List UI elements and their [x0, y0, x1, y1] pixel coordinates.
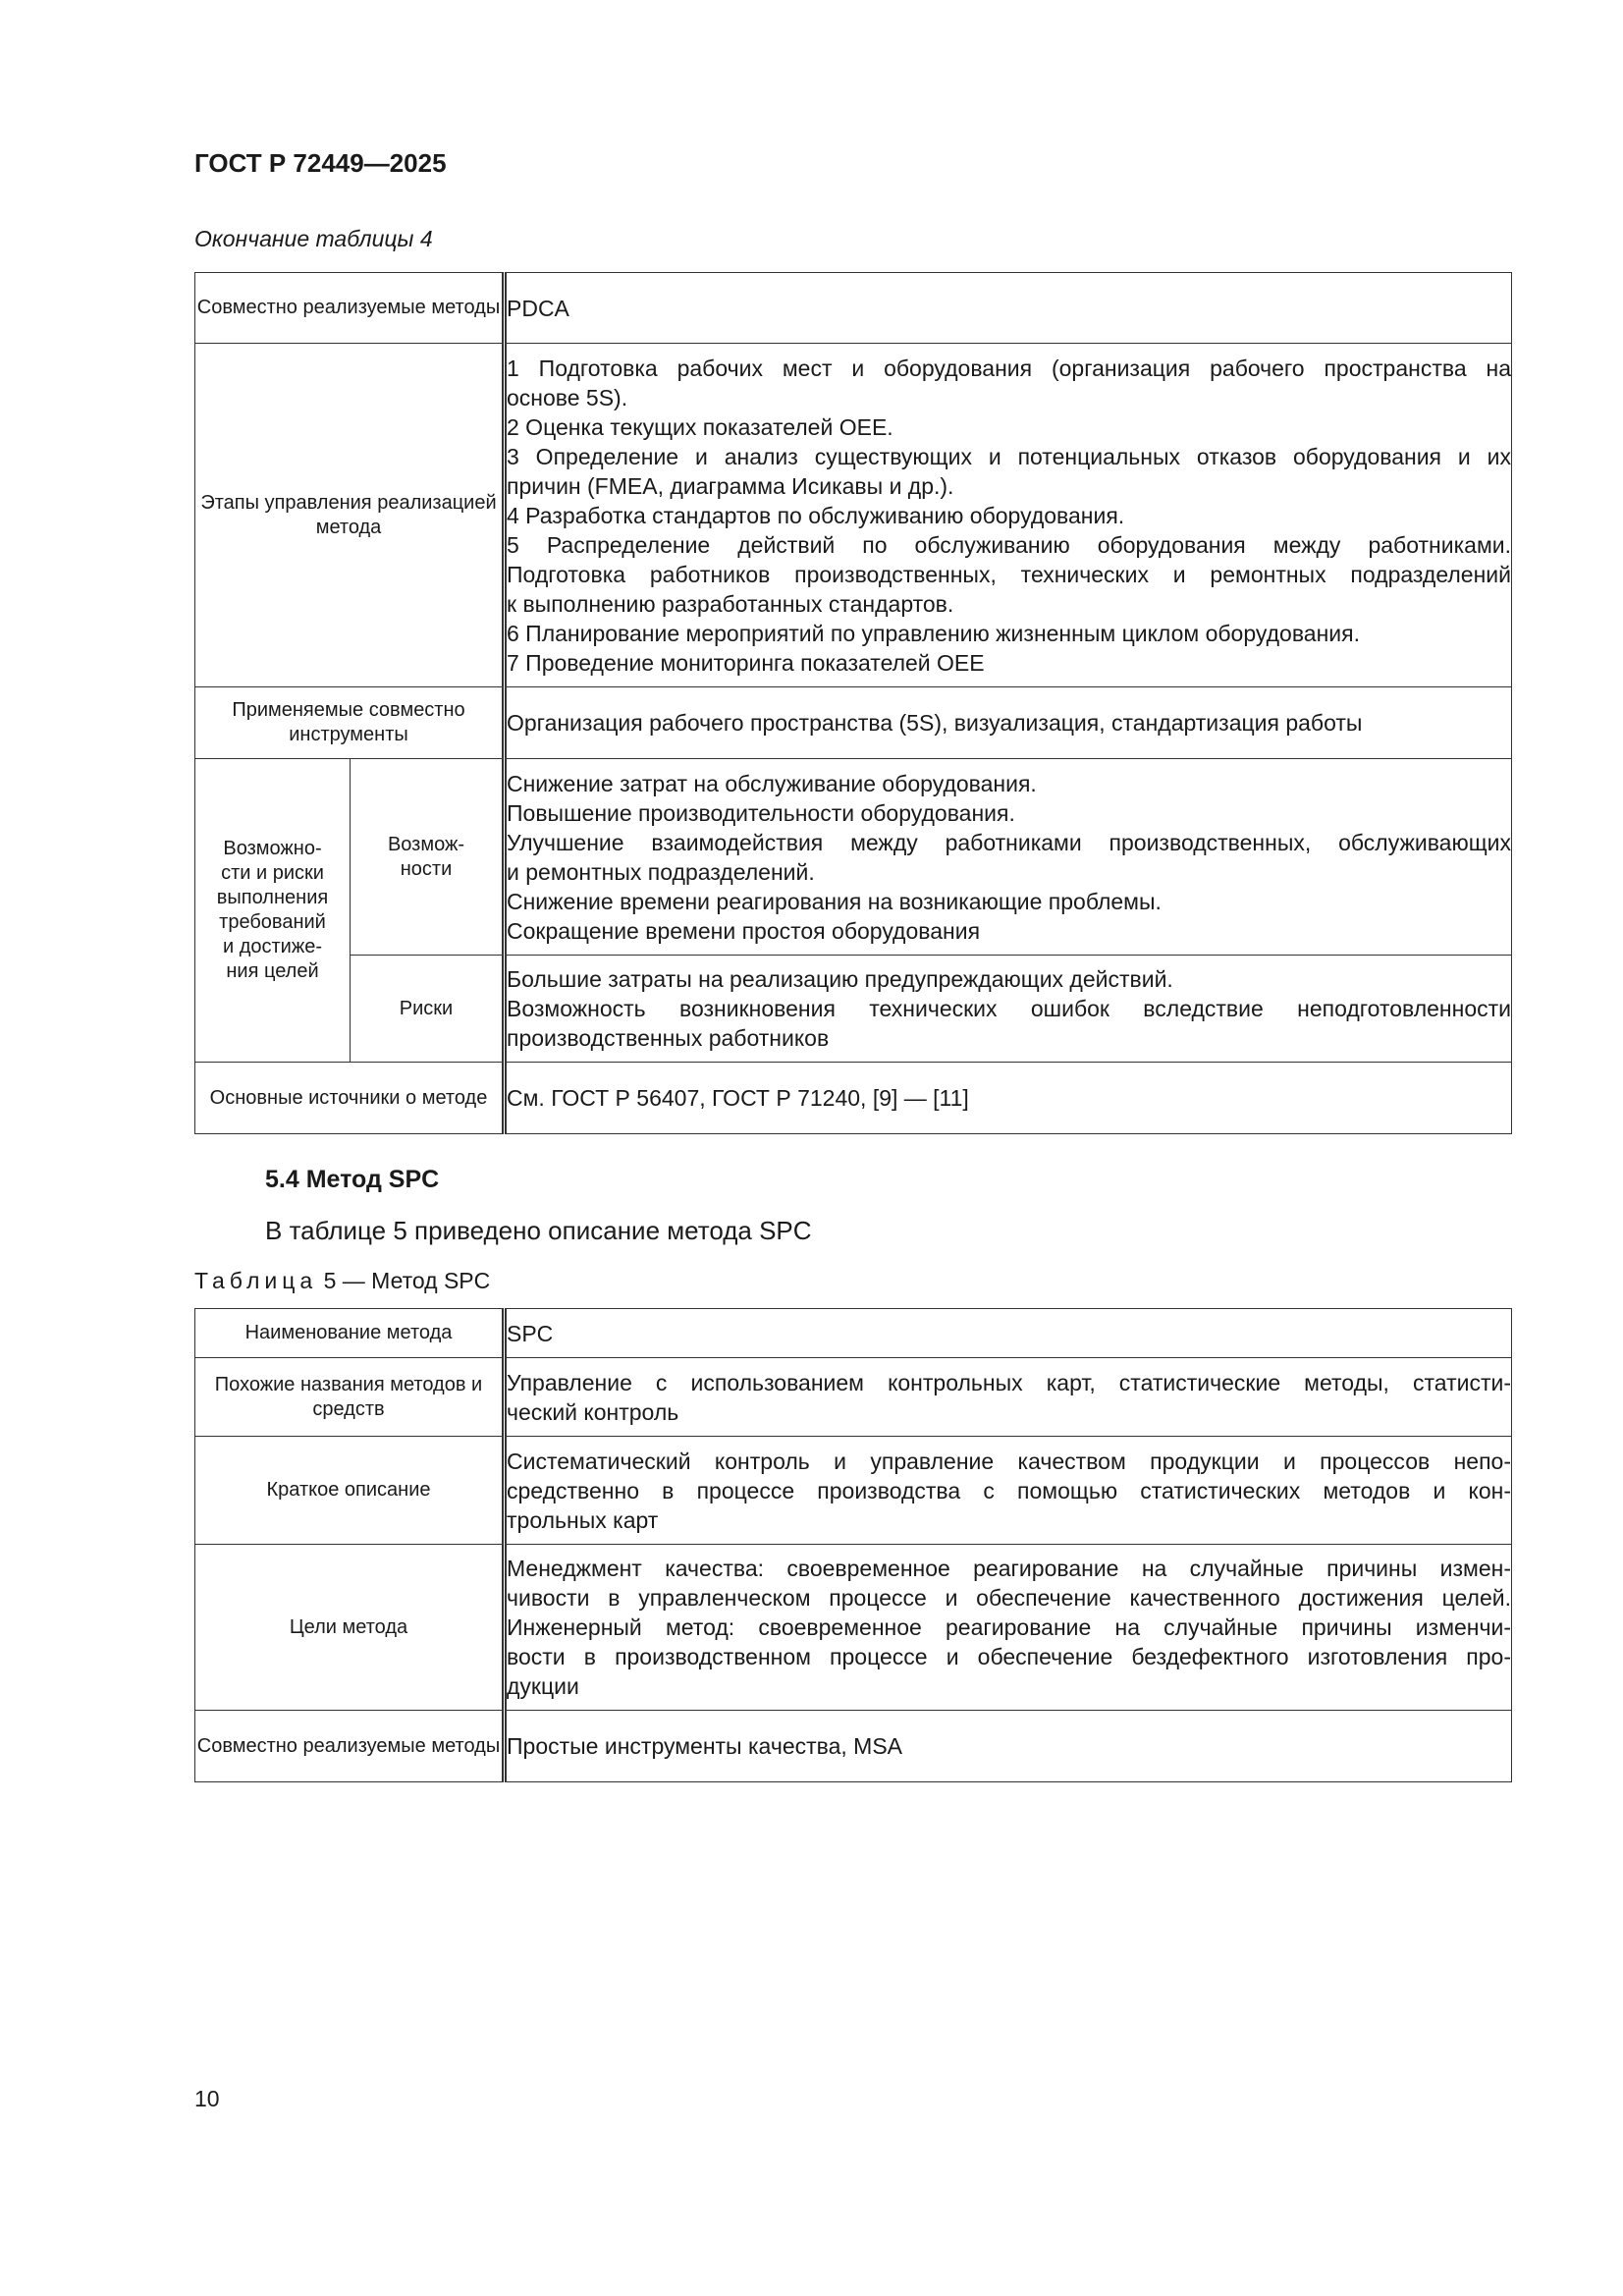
row-value: Организация рабочего пространства (5S), визуализация, стандартизация работы: [505, 687, 1512, 759]
table-row: [195, 1063, 1512, 1134]
table-row: [195, 1358, 1512, 1437]
table-row: [195, 759, 1512, 956]
row-value: Простые инструменты качества, MSA: [505, 1711, 1512, 1782]
row-value: 1 Подготовка рабочих мест и оборудования (организация рабочего пространства на основе 5S). 2 Оценка текущих показателей OEE. 3 Определение и анализ существующих и потенциальных отказов оборудования и их причин (FMEA, диаграмма Исикавы и др.). 4 Разработка стандартов по обслуживанию оборудования. 5 Распределение действий по обслуживанию оборудования между работниками. Подготовка работников производственных, технических и ремонтных подразделений к выполнению разработанных стандартов. 6 Планирование мероприятий по управлению жизненным циклом оборудования. 7 Проведение мониторинга показателей OEE: [505, 344, 1512, 687]
table-row: [195, 273, 1512, 344]
row-value: Систематический контроль и управление качеством продукции и процессов непо- средственно в процессе производства с помощью статистических методов и кон- трольных карт: [505, 1437, 1512, 1545]
table-row: [195, 687, 1512, 759]
section-intro-text: В таблице 5 приведено описание метода SPC: [265, 1216, 812, 1245]
table-5: [194, 1308, 1512, 1782]
table-row: [195, 956, 1512, 1063]
row-label: Цели метода: [195, 1545, 505, 1711]
row-value: См. ГОСТ Р 56407, ГОСТ Р 71240, [9] — [11]: [505, 1063, 1512, 1134]
sub-label-risks: Риски: [351, 956, 505, 1063]
row-value: Снижение затрат на обслуживание оборудования. Повышение производительности оборудования. Улучшение взаимодействия между работниками производственных, обслуживающих и ремонтных подразделений. Снижение времени реагирования на возникающие проблемы. Сокращение времени простоя оборудования: [505, 759, 1512, 956]
row-label: Этапы управления реализацией метода: [195, 344, 505, 687]
document-title: ГОСТ Р 72449—2025: [194, 148, 447, 178]
row-label: Краткое описание: [195, 1437, 505, 1545]
page-number: 10: [194, 2086, 220, 2111]
table-row: [195, 1309, 1512, 1358]
row-label: Применяемые совместно инструменты: [195, 687, 505, 759]
section-heading: 5.4 Метод SPC: [265, 1166, 440, 1193]
sub-label-opportunities: Возмож- ности: [351, 759, 505, 956]
table-5-caption: Таблица 5 — Метод SPC: [194, 1268, 491, 1293]
table-4-end: [194, 272, 1512, 1134]
table-row: [195, 1437, 1512, 1545]
row-label: Основные источники о методе: [195, 1063, 505, 1134]
row-value: Большие затраты на реализацию предупреждающих действий. Возможность возникновения технических ошибок вследствие неподготовленности производственных работников: [505, 956, 1512, 1063]
row-label: Совместно реализуемые методы: [195, 273, 505, 344]
row-value: Менеджмент качества: своевременное реагирование на случайные причины измен- чивости в управленческом процессе и обеспечение качественного достижения целей. Инженерный метод: своевременное реагирование на случайные причины изменчи- вости в производственном процессе и обеспечение бездефектного изготовления про- дукции: [505, 1545, 1512, 1711]
row-value: SPC: [505, 1309, 1512, 1358]
table-row: [195, 1545, 1512, 1711]
row-label: Возможно- сти и риски выполнения требований и достиже- ния целей: [195, 759, 351, 1063]
table-row: [195, 1711, 1512, 1782]
row-label: Совместно реализуемые методы: [195, 1711, 505, 1782]
row-label: Похожие названия методов и средств: [195, 1358, 505, 1437]
table-row: [195, 344, 1512, 687]
row-value: PDCA: [505, 273, 1512, 344]
row-value: Управление с использованием контрольных карт, статистические методы, статисти- ческий контроль: [505, 1358, 1512, 1437]
row-label: Наименование метода: [195, 1309, 505, 1358]
table-continuation-caption: Окончание таблицы 4: [194, 226, 433, 251]
